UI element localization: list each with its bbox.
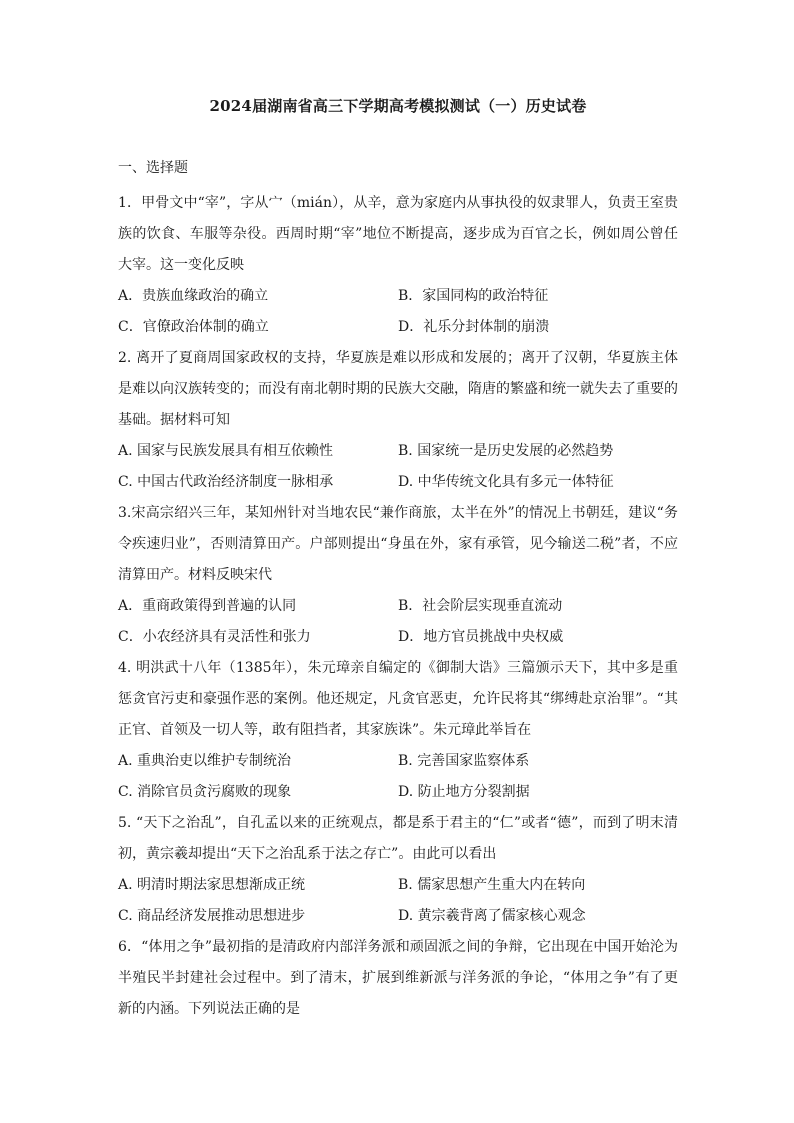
question-1 bbox=[118, 188, 678, 343]
section-heading: 一、选择题 bbox=[118, 160, 188, 176]
option-d: D．地方官员挑战中央权威 bbox=[398, 629, 564, 645]
option-a: A. 国家与民族发展具有相互依赖性 bbox=[118, 443, 334, 459]
option-c: C．小农经济具有灵活性和张力 bbox=[118, 629, 311, 645]
question-stem: 4. 明洪武十八年（1385年），朱元璋亲自编定的《御制大诰》三篇颁示天下，其中多是重惩贪官污吏和豪强作恶的案例。他还规定，凡贪官恶吏，允许民将其“绑缚赴京治罪”。“其正官、首领及一切人等，敢有阻挡者，其家族诛”。朱元璋此举旨在 bbox=[118, 660, 678, 738]
option-a: A. 明清时期法家思想渐成正统 bbox=[118, 877, 306, 893]
question-stem: 3.宋高宗绍兴三年，某知州针对当地农民“兼作商旅，太半在外”的情况上书朝廷，建议“务令疾速归业”，否则清算田产。户部则提出“身虽在外，家有承管，见今输送二税”者，不应清算田产。材料反映宋代 bbox=[118, 505, 678, 583]
option-c: C. 商品经济发展推动思想进步 bbox=[118, 908, 306, 924]
option-c: C. 消除官员贪污腐败的现象 bbox=[118, 784, 292, 800]
option-a: A. 重典治吏以维护专制统治 bbox=[118, 753, 292, 769]
option-d: D. 中华传统文化具有多元一体特征 bbox=[398, 474, 614, 490]
option-c: C. 中国古代政治经济制度一脉相承 bbox=[118, 474, 334, 490]
option-b: B. 儒家思想产生重大内在转向 bbox=[398, 877, 586, 893]
exam-page bbox=[118, 96, 678, 1025]
option-list bbox=[118, 281, 678, 343]
option-list bbox=[118, 591, 678, 653]
option-b: B. 完善国家监察体系 bbox=[398, 753, 530, 769]
option-a: A．贵族血缘政治的确立 bbox=[118, 288, 269, 304]
question-stem: 5. “天下之治乱”，自孔孟以来的正统观点，都是系于君主的“仁”或者“德”，而到了明末清初，黄宗羲却提出“天下之治乱系于法之存亡”。由此可以看出 bbox=[118, 815, 678, 862]
question-6 bbox=[118, 932, 678, 1025]
question-4 bbox=[118, 653, 678, 808]
option-b: B. 国家统一是历史发展的必然趋势 bbox=[398, 443, 614, 459]
option-d: D. 防止地方分裂割据 bbox=[398, 784, 530, 800]
option-list bbox=[118, 746, 678, 808]
option-list bbox=[118, 436, 678, 498]
option-list bbox=[118, 870, 678, 932]
option-c: C．官僚政治体制的确立 bbox=[118, 319, 269, 335]
question-2 bbox=[118, 343, 678, 498]
option-b: B．社会阶层实现垂直流动 bbox=[398, 598, 563, 614]
option-d: D．礼乐分封体制的崩溃 bbox=[398, 319, 550, 335]
question-stem: 2. 离开了夏商周国家政权的支持，华夏族是难以形成和发展的；离开了汉朝，华夏族主体是难以向汉族转变的；而没有南北朝时期的民族大交融，隋唐的繁盛和统一就失去了重要的基础。据材料可知 bbox=[118, 350, 678, 428]
option-b: B．家国同构的政治特征 bbox=[398, 288, 549, 304]
question-stem: 1．甲骨文中“宰”，字从宀（mián），从辛，意为家庭内从事执役的奴隶罪人，负责王室贵族的饮食、车服等杂役。西周时期“宰”地位不断提高，逐步成为百官之长，例如周公曾任大宰。这一变化反映 bbox=[118, 195, 678, 273]
question-5 bbox=[118, 808, 678, 932]
page-title: 2024届湖南省高三下学期高考模拟测试（一）历史试卷 bbox=[209, 97, 587, 115]
option-d: D. 黄宗羲背离了儒家核心观念 bbox=[398, 908, 586, 924]
option-a: A．重商政策得到普遍的认同 bbox=[118, 598, 297, 614]
question-stem: 6．“体用之争”最初指的是清政府内部洋务派和顽固派之间的争辩，它出现在中国开始沦为半殖民半封建社会过程中。到了清末，扩展到维新派与洋务派的争论，“体用之争”有了更新的内涵。下列说法正确的是 bbox=[118, 939, 678, 1017]
question-3 bbox=[118, 498, 678, 653]
